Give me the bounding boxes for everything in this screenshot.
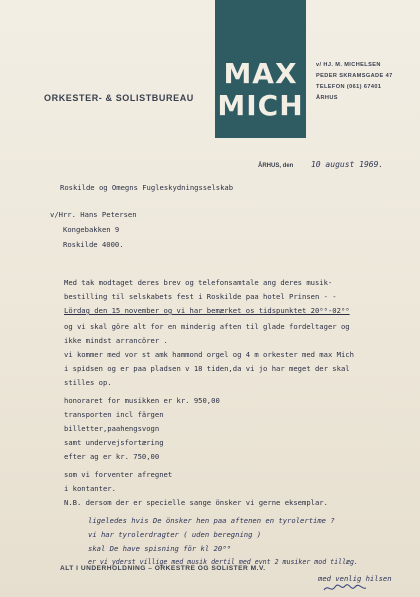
body-line: vi kommer med vor st amk hammond orgel og 4 m orkester med max Mich bbox=[64, 350, 354, 359]
body-line: som vi forventer afregnet bbox=[64, 470, 173, 479]
body-line: N.B. dersom der er specielle sange önsker vi gerne eksemplar. bbox=[64, 498, 328, 507]
body-line: stilles op. bbox=[64, 378, 112, 387]
date-line bbox=[258, 152, 383, 171]
fee-line: transporten incl färgen bbox=[64, 410, 164, 419]
logo-word-max: MAX bbox=[223, 57, 298, 90]
address-line-1: v/ HJ. M. MICHELSEN bbox=[316, 62, 381, 68]
address-line-3: TELEFON (061) 67401 bbox=[316, 84, 382, 90]
date-label: ÅRHUS, den bbox=[258, 163, 294, 169]
recipient-city: Roskilde 4000. bbox=[63, 240, 124, 249]
body-line: vi har tyrolerdragter ( uden beregning ) bbox=[88, 530, 262, 539]
fee-line: samt undervejsfortæring bbox=[64, 438, 164, 447]
date-value: 10 august 1969. bbox=[310, 160, 384, 169]
body-line-event-date: Lördag den 15 november og vi har bemærket os tidspunktet 20⁰⁰-02⁰⁰ bbox=[64, 306, 350, 315]
body-line: Med tak modtaget deres brev og telefonsamtale ang deres musik- bbox=[64, 278, 333, 287]
body-line: i spidsen og er paa pladsen v 18 tiden,da vi jo har meget der skal bbox=[64, 364, 350, 373]
max-mich-logo bbox=[215, 0, 306, 138]
address-line-4: ÅRHUS bbox=[316, 95, 338, 101]
body-line: er vi yderst villige med musik dertil med evnt 2 musiker mod tillæg. bbox=[88, 558, 358, 566]
footer-tagline: ALT I UNDERHOLDNING – ORKESTRE OG SOLISTER M.V. bbox=[60, 565, 266, 572]
company-name: ORKESTER- & SOLISTBUREAU bbox=[44, 93, 194, 103]
recipient-attention: v/Hrr. Hans Petersen bbox=[50, 210, 137, 219]
company-address bbox=[316, 60, 393, 104]
body-line: ligeledes hvis De önsker hen paa aftenen en tyrolertime ? bbox=[88, 516, 335, 525]
body-line: i kontanter. bbox=[64, 484, 116, 493]
body-line: ikke mindst arrancörer . bbox=[64, 336, 168, 345]
signature bbox=[322, 582, 368, 594]
body-line: bestilling til selskabets fest i Roskilde paa hotel Prinsen - - bbox=[64, 292, 337, 301]
body-line: og vi skal göre alt for en minderig aften til glade fordeltager og bbox=[64, 322, 350, 331]
body-line: skal De have spisning för kl 20⁰⁰ bbox=[88, 544, 231, 553]
closing-greeting: med venlig hilsen bbox=[318, 574, 392, 583]
fee-line: honoraret for musikken er kr. 950,00 bbox=[64, 396, 220, 405]
logo-word-mich: MICH bbox=[217, 89, 304, 122]
fee-line: efter ag er kr. 750,00 bbox=[64, 452, 160, 461]
recipient-street: Kongebakken 9 bbox=[63, 225, 120, 234]
fee-line: billetter,paahengsvogn bbox=[64, 424, 160, 433]
address-line-2: PEDER SKRAMSGADE 47 bbox=[316, 73, 393, 79]
recipient-organisation: Roskilde og Omegns Fugleskydningsselskab bbox=[60, 183, 234, 192]
